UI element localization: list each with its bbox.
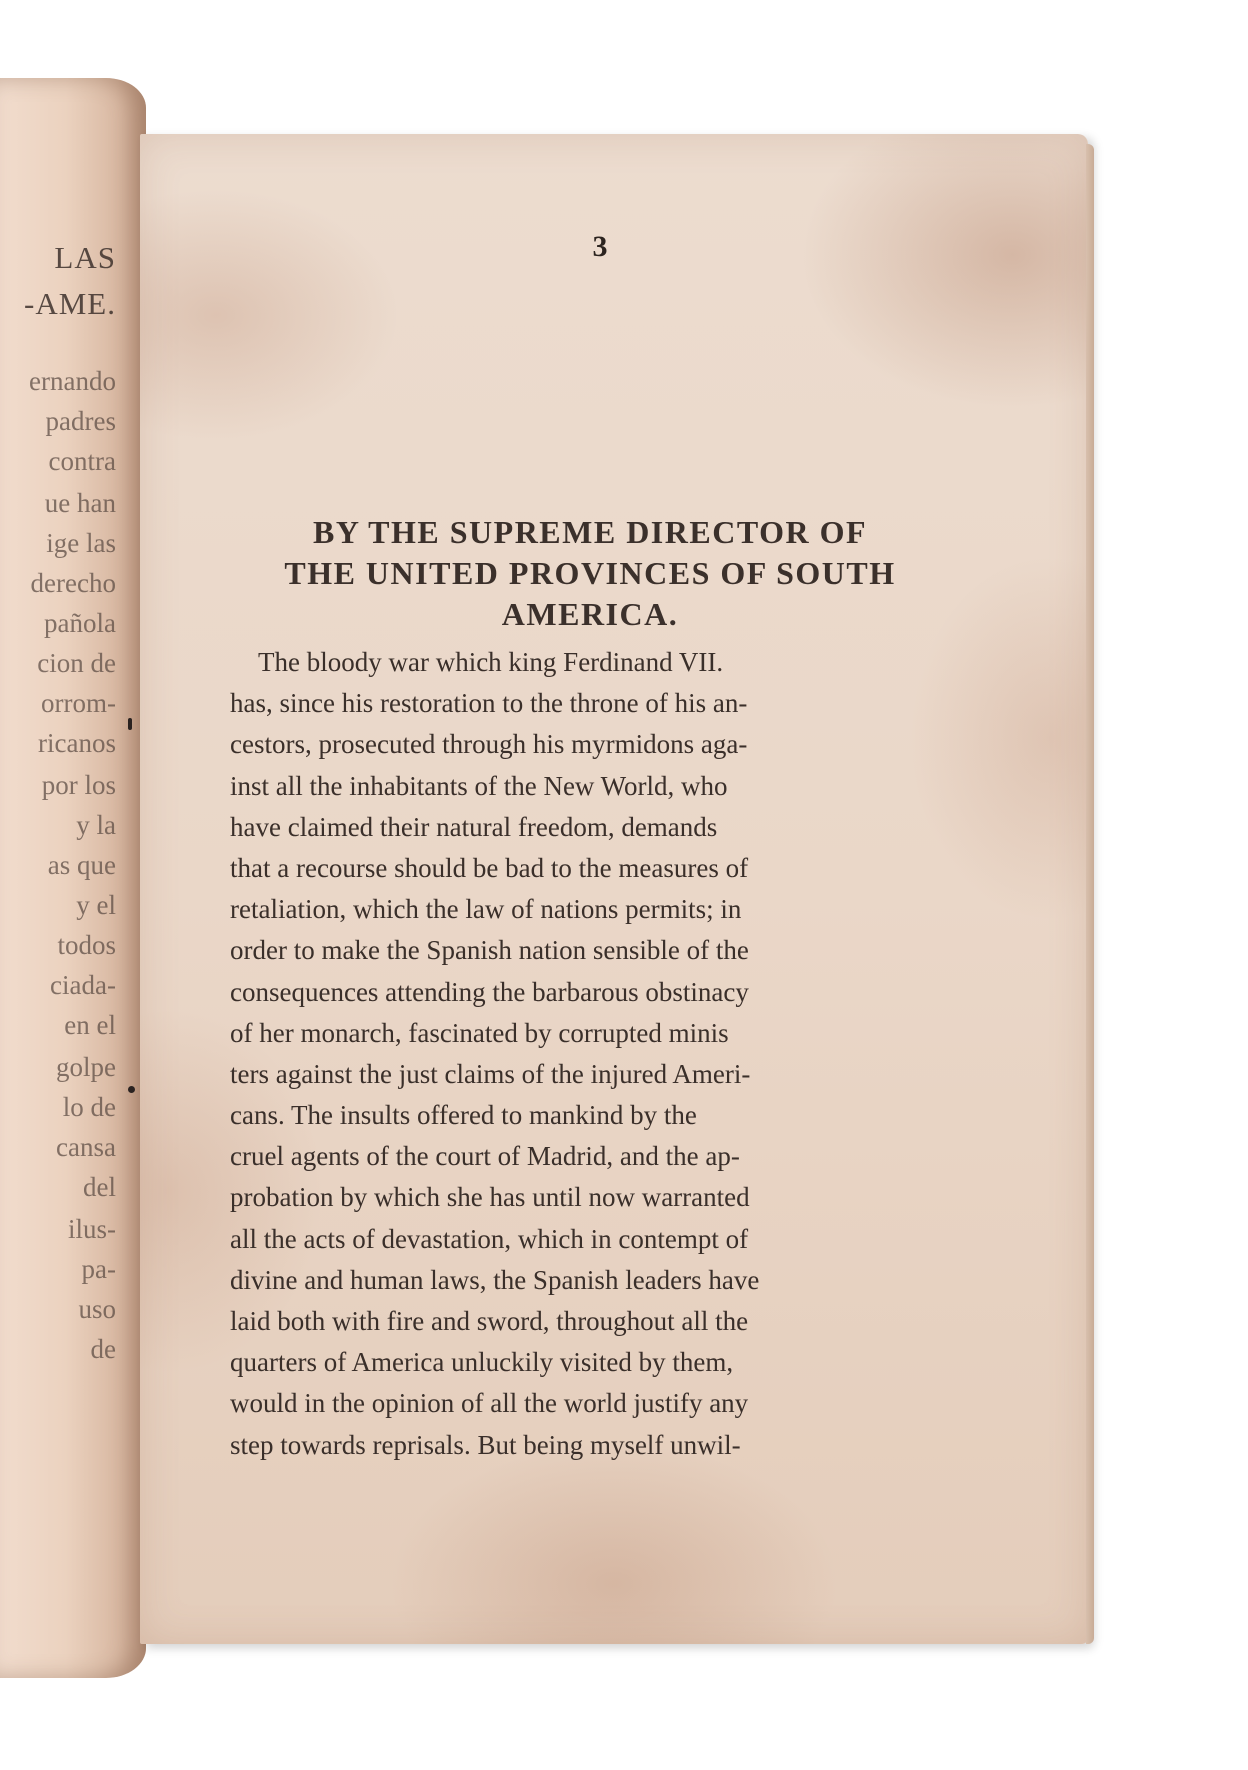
left-line: orrom- xyxy=(41,688,116,718)
body-line: consequences attending the barbarous obstinacy xyxy=(230,976,749,1007)
left-line: en el xyxy=(64,1010,116,1040)
left-line: cansa xyxy=(56,1132,116,1162)
page-edge xyxy=(1086,144,1094,1644)
body-line: ters against the just claims of the injured Ameri- xyxy=(230,1058,751,1089)
heading-line: BY THE SUPREME DIRECTOR OF xyxy=(312,514,868,550)
binding-thread xyxy=(128,1086,135,1093)
left-line: as que xyxy=(47,850,116,880)
heading-line: AMERICA. xyxy=(501,596,679,632)
left-line: lo de xyxy=(62,1092,116,1122)
left-line: ige las xyxy=(46,528,116,558)
body-line: cans. The insults offered to mankind by the xyxy=(230,1100,697,1131)
body-line: would in the opinion of all the world justify any xyxy=(230,1388,749,1419)
body-line: cestors, prosecuted through his myrmidons aga- xyxy=(230,729,748,760)
page-number: 3 xyxy=(592,230,608,263)
left-line: cion de xyxy=(37,648,116,678)
body-line: quarters of America unluckily visited by them, xyxy=(230,1347,734,1378)
left-line: del xyxy=(83,1172,116,1202)
body-line: probation by which she has until now warranted xyxy=(230,1182,750,1213)
left-line: ue han xyxy=(44,488,116,518)
left-line: de xyxy=(90,1334,116,1364)
left-line: ricanos xyxy=(38,728,116,758)
body-line: of her monarch, fascinated by corrupted minis xyxy=(230,1017,729,1048)
binding-thread xyxy=(128,718,132,730)
left-page xyxy=(0,78,146,1678)
body-line: has, since his restoration to the throne of his an- xyxy=(230,688,748,719)
right-page xyxy=(140,134,1088,1644)
left-line: LAS xyxy=(54,240,116,275)
left-line: derecho xyxy=(30,568,116,598)
proclamation-body xyxy=(230,642,950,1466)
body-line: inst all the inhabitants of the New World, who xyxy=(230,770,728,801)
left-line: pa- xyxy=(81,1254,116,1284)
left-line: contra xyxy=(48,446,116,476)
left-line: por los xyxy=(41,770,116,800)
left-line: ernando xyxy=(29,366,116,396)
body-line: have claimed their natural freedom, demands xyxy=(230,811,718,842)
body-line: step towards reprisals. But being myself unwil- xyxy=(230,1429,741,1460)
left-line: -AME. xyxy=(24,286,116,321)
left-line: padres xyxy=(45,406,116,436)
heading-line: THE UNITED PROVINCES OF SOUTH xyxy=(284,555,896,591)
left-line: ciada- xyxy=(50,970,116,1000)
body-line: order to make the Spanish nation sensible of the xyxy=(230,935,749,966)
left-line: y el xyxy=(76,890,116,920)
body-line: all the acts of devastation, which in contempt of xyxy=(230,1223,749,1254)
body-line: that a recourse should be bad to the measures of xyxy=(230,852,749,883)
body-line: divine and human laws, the Spanish leaders have xyxy=(230,1264,760,1295)
body-line: cruel agents of the court of Madrid, and the ap- xyxy=(230,1141,740,1172)
body-line: laid both with fire and sword, throughout all the xyxy=(230,1306,749,1336)
left-line: pañola xyxy=(44,608,116,638)
left-page-text xyxy=(0,78,146,1678)
left-line: todos xyxy=(57,930,116,960)
left-line: golpe xyxy=(56,1052,116,1082)
proclamation-heading xyxy=(230,512,950,635)
body-line: retaliation, which the law of nations permits; in xyxy=(230,894,742,925)
left-line: uso xyxy=(78,1294,116,1324)
left-line: y la xyxy=(76,810,116,840)
left-line: ilus- xyxy=(67,1214,116,1244)
body-line: The bloody war which king Ferdinand VII. xyxy=(258,647,724,677)
